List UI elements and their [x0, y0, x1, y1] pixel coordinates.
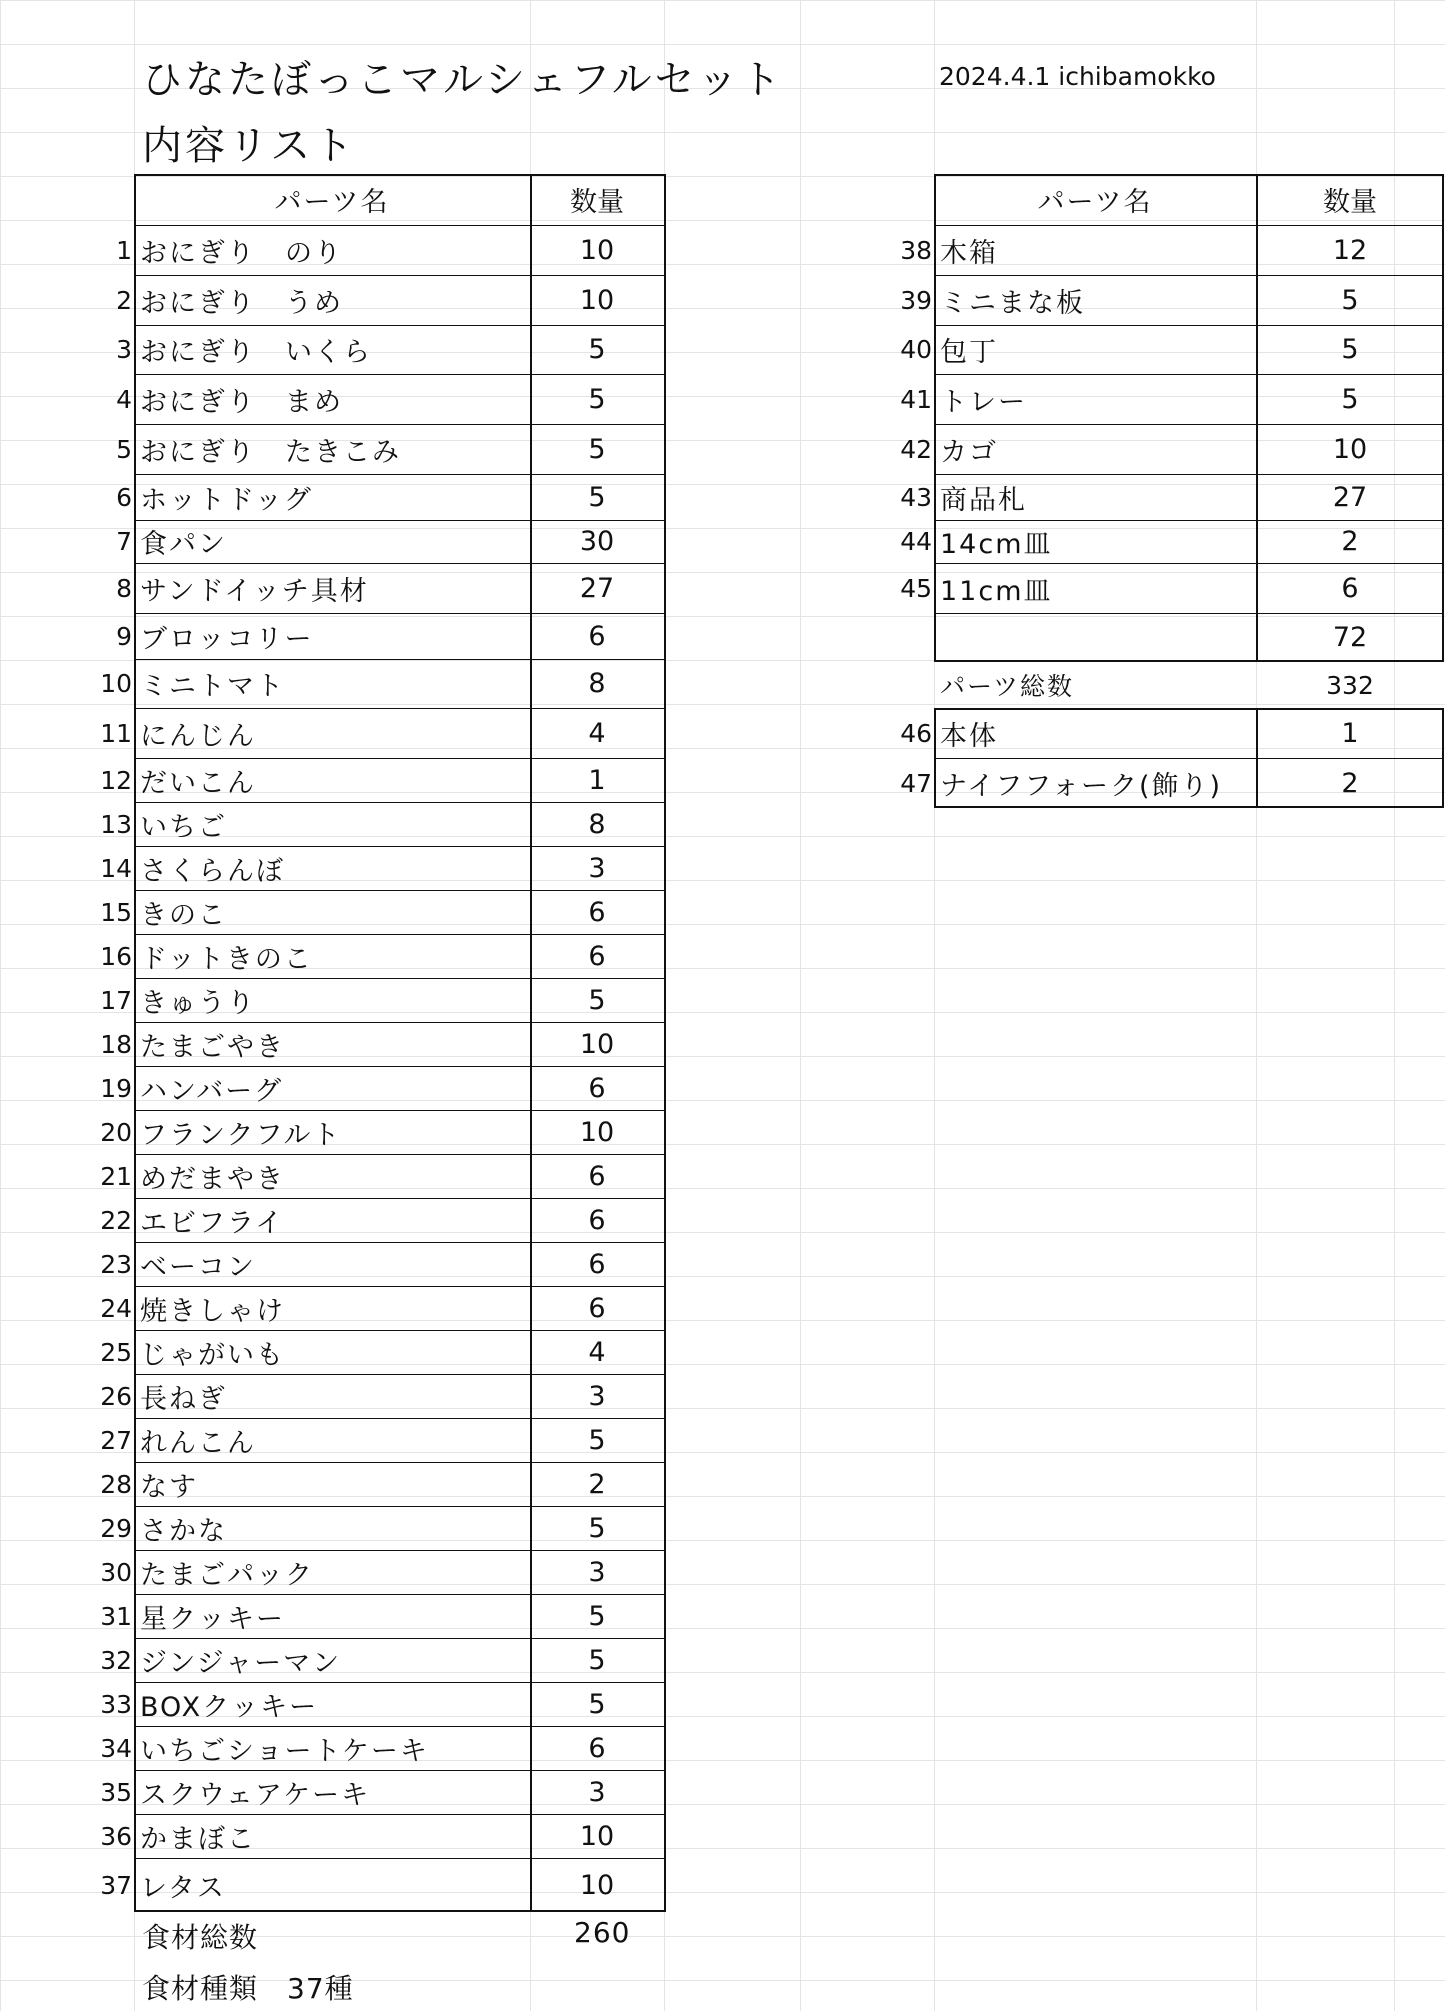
part-qty: 10 [579, 1820, 615, 1852]
part-qty: 8 [588, 668, 606, 699]
part-name: さくらんぼ [140, 855, 285, 887]
row-number: 18 [100, 1029, 132, 1059]
table-row [0, 1286, 664, 1330]
part-qty: 10 [579, 1869, 615, 1901]
part-name: きのこ [140, 899, 227, 931]
part-qty: 4 [588, 717, 606, 749]
part-qty: 3 [588, 1776, 606, 1808]
part-qty: 5 [588, 383, 606, 415]
part-qty: 5 [1341, 334, 1359, 365]
row-number: 30 [100, 1557, 132, 1587]
table-row [0, 1374, 664, 1418]
row-number: 17 [100, 985, 132, 1015]
row-number: 23 [100, 1249, 132, 1279]
part-name: 本体 [940, 720, 998, 752]
part-qty: 10 [579, 234, 615, 266]
part-name: かまぼこ [140, 1823, 256, 1855]
part-qty: 6 [588, 896, 606, 928]
table-row [0, 1858, 664, 1912]
right-table-header [0, 174, 1444, 225]
part-name: 長ねぎ [140, 1383, 227, 1415]
food-total-value: 260 [574, 1916, 631, 1949]
part-qty: 6 [588, 1732, 606, 1764]
table-row [0, 1418, 664, 1462]
part-name: にんじん [140, 720, 256, 752]
part-name: ミニまな板 [940, 287, 1085, 319]
part-name: BOXクッキー [140, 1691, 319, 1723]
part-qty: 27 [579, 572, 615, 604]
table-row [0, 1154, 664, 1198]
part-name: おにぎり まめ [140, 386, 343, 418]
part-qty: 5 [588, 1644, 606, 1676]
part-qty: 2 [588, 1468, 606, 1500]
row-number: 1 [116, 235, 132, 265]
row-number: 4 [116, 384, 132, 414]
row-number: 21 [100, 1161, 132, 1191]
row-number: 42 [900, 434, 932, 464]
table-row [0, 520, 1444, 563]
part-qty: 4 [588, 1336, 606, 1368]
part-name: ミニトマト [140, 671, 285, 702]
part-qty: 12 [1332, 234, 1368, 266]
parts-total-value: 332 [1326, 670, 1374, 700]
table-row [0, 1110, 664, 1154]
part-qty: 30 [579, 526, 615, 557]
part-name: れんこん [140, 1427, 256, 1459]
table-row [0, 1638, 664, 1682]
part-name: 星クッキー [140, 1603, 285, 1635]
part-qty: 10 [579, 1028, 615, 1060]
header-qty-cell: 数量 [570, 187, 624, 218]
table-row [0, 1506, 664, 1550]
row-number: 35 [100, 1777, 132, 1807]
part-qty: 2 [1341, 526, 1359, 557]
part-qty: 10 [1332, 433, 1368, 465]
row-number: 28 [100, 1469, 132, 1499]
row-number: 13 [100, 809, 132, 839]
row-number: 7 [116, 527, 132, 556]
table-row [0, 758, 1444, 808]
row-number: 15 [100, 897, 132, 927]
subtotal-value: 72 [1332, 622, 1368, 653]
table-row [0, 1242, 664, 1286]
row-number: 29 [100, 1513, 132, 1543]
table-row [0, 1330, 664, 1374]
part-qty: 5 [588, 1688, 606, 1720]
row-number: 26 [100, 1381, 132, 1411]
table-row [0, 708, 1444, 758]
table-row [0, 474, 1444, 520]
part-qty: 5 [588, 433, 606, 465]
header-qty-cell: 数量 [1323, 187, 1377, 218]
part-name: 11cm皿 [940, 575, 1053, 607]
part-name: スクウェアケーキ [140, 1779, 371, 1811]
row-number: 9 [116, 621, 132, 651]
part-name: カゴ [940, 436, 998, 468]
row-number: 11 [100, 718, 132, 748]
row-number: 43 [900, 482, 932, 512]
parts-total-row [0, 662, 1444, 708]
table-row [0, 1726, 664, 1770]
table-row [0, 1814, 664, 1858]
row-number: 6 [116, 482, 132, 512]
row-number: 45 [900, 573, 932, 603]
row-number: 3 [116, 335, 132, 364]
part-name: じゃがいも [140, 1339, 285, 1371]
table-row [0, 1198, 664, 1242]
part-qty: 1 [588, 764, 606, 796]
row-number: 20 [100, 1117, 132, 1147]
part-qty: 5 [588, 1600, 606, 1632]
table-row [0, 424, 1444, 474]
table-row [0, 978, 664, 1022]
row-number: 32 [100, 1645, 132, 1675]
part-name: ドットきのこ [140, 943, 313, 975]
food-total-label: 食材総数 [142, 1921, 259, 1954]
table-row [0, 1770, 664, 1814]
part-name: ベーコン [140, 1251, 256, 1283]
row-number: 5 [116, 434, 132, 464]
row-number: 27 [100, 1425, 132, 1455]
food-kinds-label: 食材種類 37種 [142, 1972, 354, 2005]
row-number: 46 [900, 718, 932, 748]
document-title: ひなたぼっこマルシェフルセット [142, 57, 784, 103]
part-name: だいこん [140, 767, 256, 799]
date-credit: 2024.4.1 ichibamokko [939, 62, 1216, 91]
subtotal-row [0, 613, 1444, 662]
part-qty: 6 [588, 620, 606, 652]
part-qty: 5 [1341, 383, 1359, 415]
part-name: いちご [140, 811, 227, 843]
part-qty: 5 [1341, 284, 1359, 316]
part-name: トレー [940, 386, 1027, 418]
row-number: 38 [900, 235, 932, 265]
row-number: 14 [100, 853, 132, 883]
part-qty: 6 [588, 1160, 606, 1192]
row-number: 19 [100, 1073, 132, 1103]
row-number: 33 [100, 1689, 132, 1719]
row-number: 40 [900, 335, 932, 364]
part-qty: 3 [588, 1556, 606, 1588]
part-qty: 5 [588, 1424, 606, 1456]
part-name: 包丁 [940, 337, 998, 368]
part-name: 焼きしゃけ [140, 1295, 285, 1327]
row-number: 44 [900, 527, 932, 556]
row-number: 37 [100, 1870, 132, 1900]
row-number: 25 [100, 1337, 132, 1367]
table-row [0, 1594, 664, 1638]
part-qty: 3 [588, 852, 606, 884]
row-number: 47 [900, 768, 932, 798]
part-name: おにぎり のり [140, 237, 343, 269]
row-number: 36 [100, 1821, 132, 1851]
row-number: 24 [100, 1293, 132, 1323]
row-number: 41 [900, 384, 932, 414]
table-row [0, 1462, 664, 1506]
part-qty: 6 [1341, 572, 1359, 604]
row-number: 34 [100, 1733, 132, 1763]
table-row [0, 1022, 664, 1066]
part-qty: 6 [588, 940, 606, 972]
table-row [0, 374, 1444, 424]
part-qty: 27 [1332, 481, 1368, 513]
part-name: おにぎり たきこみ [140, 436, 401, 468]
table-row [0, 846, 664, 890]
part-qty: 5 [588, 334, 606, 365]
part-name: たまごパック [140, 1559, 314, 1591]
part-qty: 10 [579, 284, 615, 316]
part-qty: 5 [588, 481, 606, 513]
part-name: 14cm皿 [940, 529, 1053, 560]
part-name: エビフライ [140, 1207, 285, 1239]
part-qty: 8 [588, 808, 606, 840]
part-name: いちごショートケーキ [140, 1735, 429, 1767]
row-number: 39 [900, 285, 932, 315]
part-name: おにぎり いくら [140, 337, 372, 368]
part-qty: 5 [588, 984, 606, 1016]
part-name: フランクフルト [140, 1119, 342, 1151]
table-row [0, 1550, 664, 1594]
row-number: 31 [100, 1601, 132, 1631]
table-row [0, 325, 1444, 374]
part-name: レタス [140, 1872, 226, 1904]
part-name: 商品札 [940, 484, 1027, 516]
parts-total-label: パーツ総数 [940, 672, 1075, 701]
part-name: 木箱 [940, 237, 998, 269]
part-name: おにぎり うめ [140, 287, 343, 319]
table-row [0, 225, 1444, 275]
table-row [0, 890, 664, 934]
row-number: 10 [100, 669, 132, 698]
table-row [0, 1682, 664, 1726]
table-row [0, 934, 664, 978]
table-row [0, 1066, 664, 1110]
part-name: たまごやき [140, 1031, 285, 1063]
part-name: ブロッコリー [140, 623, 314, 655]
part-name: きゅうり [140, 987, 256, 1019]
part-qty: 5 [588, 1512, 606, 1544]
header-name-cell: パーツ名 [1037, 187, 1153, 218]
row-number: 22 [100, 1205, 132, 1235]
row-number: 16 [100, 941, 132, 971]
row-number: 2 [116, 285, 132, 315]
part-name: さかな [140, 1515, 227, 1547]
part-qty: 6 [588, 1204, 606, 1236]
part-name: 食パン [140, 529, 227, 560]
part-name: サンドイッチ具材 [140, 575, 369, 607]
row-number: 8 [116, 573, 132, 603]
part-qty: 3 [588, 1380, 606, 1412]
table-row [0, 802, 664, 846]
part-qty: 2 [1341, 767, 1359, 799]
table-row [0, 275, 1444, 325]
document-subtitle: 内容リスト [142, 123, 357, 169]
part-name: ハンバーグ [140, 1075, 284, 1107]
part-name: ジンジャーマン [140, 1647, 342, 1679]
part-name: ナイフフォーク(飾り) [940, 770, 1223, 802]
part-name: なす [140, 1471, 198, 1503]
table-row [0, 563, 1444, 613]
part-qty: 6 [588, 1072, 606, 1104]
part-qty: 6 [588, 1292, 606, 1324]
part-name: ホットドッグ [140, 484, 313, 516]
row-number: 12 [100, 765, 132, 795]
part-qty: 6 [588, 1248, 606, 1280]
part-qty: 10 [579, 1116, 615, 1148]
part-name: めだまやき [140, 1163, 285, 1195]
part-qty: 1 [1341, 717, 1359, 749]
header-name-cell: パーツ名 [274, 187, 390, 218]
